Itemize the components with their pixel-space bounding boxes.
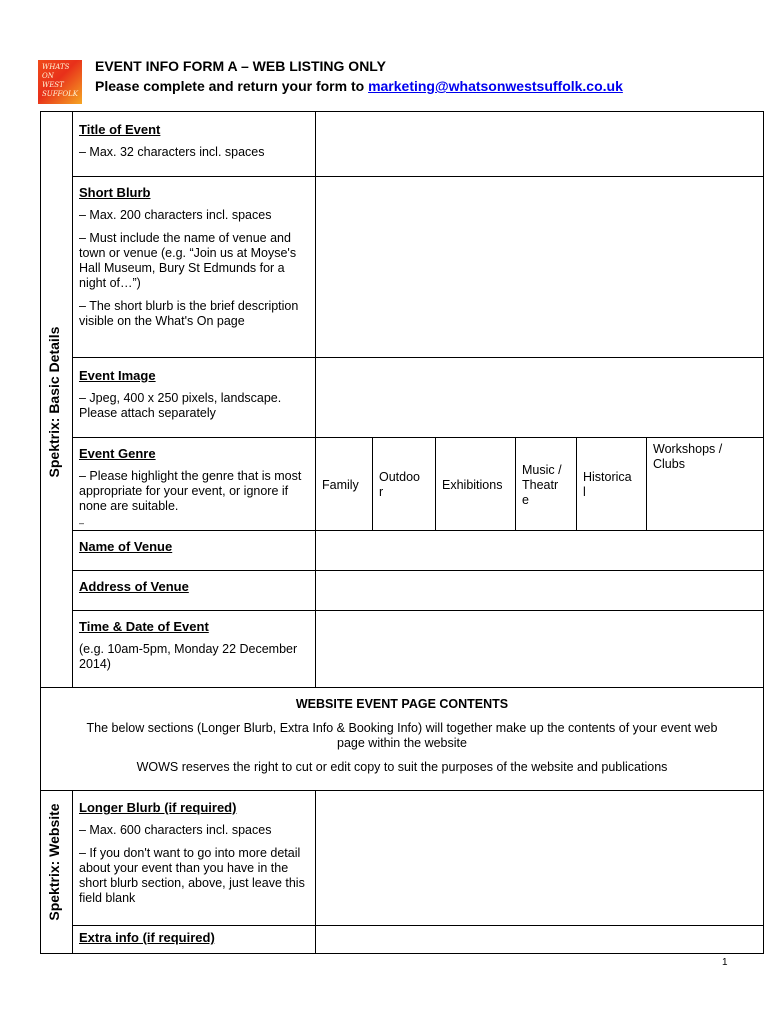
website-heading: WEBSITE EVENT PAGE CONTENTS [295,697,509,711]
logo-line: WEST [42,81,64,89]
subtitle-text: Please complete and return your form to [95,78,369,94]
field-note: – Jpeg, 400 x 250 pixels, landscape. Please attach separately [79,391,282,420]
wows-logo [38,60,82,104]
form-subtitle [95,78,623,94]
event-image-cell [79,368,311,429]
venue-address-input[interactable] [316,571,763,610]
genre-option-family[interactable]: Family [322,477,359,492]
event-image-input[interactable] [316,358,763,437]
venue-name-cell [79,539,311,562]
longer-blurb-label: Longer Blurb (if required) [79,800,237,815]
field-note: – The short blurb is the brief description visible on the What's On page [79,299,299,328]
time-date-input[interactable] [316,611,763,687]
genre-option-historical[interactable]: Historica l [583,470,632,499]
event-genre-label: Event Genre [79,446,156,461]
time-date-cell [79,619,311,680]
field-note: – If you don't want to go into more detail about your event than you have in the short blurb section, above, just leave this field blank [79,846,305,905]
logo-line: WHATS [42,63,70,71]
field-note: (e.g. 10am-5pm, Monday 22 December 2014) [79,642,298,671]
venue-name-input[interactable] [316,531,763,570]
website-description: The below sections (Longer Blurb, Extra Info & Booking Info) will together make up the contents of your event web page within the website [86,721,718,750]
field-note: – Must include the name of venue and town or venue (e.g. “Join us at Moyse's Hall Museum, Bury St Edmunds for a night of…”) [79,231,297,290]
genre-option-outdoor[interactable]: Outdoo r [379,470,421,499]
title-event-input[interactable] [316,112,763,176]
field-note: – Max. 600 characters incl. spaces [79,823,272,837]
logo-line: SUFFOLK [42,90,79,98]
short-blurb-cell [79,185,311,337]
event-image-label: Event Image [79,368,156,383]
title-event-cell [79,122,311,168]
extra-info-cell [79,930,311,953]
event-info-form [40,111,764,954]
section-website: Spektrix: Website [46,803,62,921]
logo-line: ON [42,72,54,80]
field-note: – Please highlight the genre that is most appropriate for your event, or ignore if none are suitable. [79,469,302,513]
page-number: 1 [722,957,728,968]
venue-address-cell [79,579,311,602]
field-note: – Max. 200 characters incl. spaces [79,208,272,222]
extra-info-input[interactable] [316,926,763,954]
field-note: – Max. 32 characters incl. spaces [79,145,265,159]
email-link[interactable]: marketing@whatsonwestsuffolk.co.uk [368,78,623,94]
longer-blurb-cell [79,800,311,914]
venue-name-label: Name of Venue [79,539,173,554]
genre-option-exhibitions[interactable]: Exhibitions [442,477,503,492]
title-event-label: Title of Event [79,122,161,137]
time-date-label: Time & Date of Event [79,619,209,634]
form-title: EVENT INFO FORM A – WEB LISTING ONLY [95,58,386,74]
field-note: – [79,518,85,528]
short-blurb-input[interactable] [316,177,763,357]
genre-option-workshops-clubs[interactable]: Workshops / Clubs [653,442,723,471]
extra-info-label: Extra info (if required) [79,930,215,945]
event-genre-cell [79,446,311,539]
section-basic-details: Spektrix: Basic Details [46,326,62,478]
longer-blurb-input[interactable] [316,791,763,925]
short-blurb-label: Short Blurb [79,185,151,200]
genre-option-music-theatre[interactable]: Music / Theatr e [522,462,562,507]
venue-address-label: Address of Venue [79,579,189,594]
website-disclaimer: WOWS reserves the right to cut or edit copy to suit the purposes of the website and publications [136,760,668,774]
